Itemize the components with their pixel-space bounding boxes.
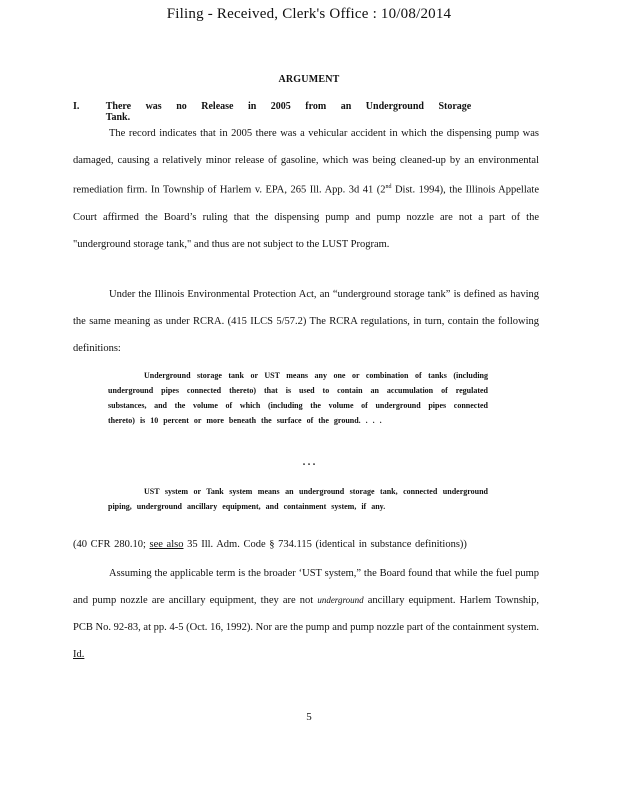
id-citation: Id. (73, 649, 85, 660)
citation-suffix: 35 Ill. Adm. Code § 734.115 (identical in substance definitions)) (183, 539, 467, 550)
ordinal-superscript: nd (385, 184, 392, 190)
paragraph-definition-text: Under the Illinois Environmental Protection Act, an “underground storage tank” is defined as having the same meaning as under RCRA. (415 ILCS 5/57.2) The RCRA regulations, in turn, contain the following definitions: (73, 289, 539, 354)
block-quote-ust-system-text: UST system or Tank system means an underground storage tank, connected underground piping, underground ancillary equipment, and containment system, if any. (108, 487, 488, 511)
paragraph-record-text: The record indicates that in 2005 there was a vehicular accident in which the dispensing pump was damaged, causing a relatively minor release of gasoline, which was being cleaned-up by an environmental remediation firm. In Township of Harlem v. EPA, 265 Ill. App. 3d 41 (2 (73, 128, 539, 196)
block-quote-ust (108, 368, 488, 428)
argument-heading: ARGUMENT (278, 74, 340, 85)
paragraph-assuming-part2: ancillary equipment. Harlem Township, PCB No. 92-83, at pp. 4-5 (Oct. 16, 1992). Nor are the pump and pump nozzle part of the containment system. (73, 595, 539, 633)
quote-ellipsis: . . . (302, 457, 316, 468)
paragraph-record (73, 120, 539, 258)
block-quote-ust-text: Underground storage tank or UST means any one or combination of tanks (including underground pipes connected thereto) that is used to contain an accumulation of regulated substances, and the volume of which (including the volume of underground pipes connected thereto) is 10 percent or more beneath the surface of the ground. . . . (108, 371, 488, 425)
section-number: I. (73, 101, 80, 112)
page-number: 5 (306, 711, 312, 723)
citation-line (73, 538, 543, 552)
paragraph-assuming-italic: underground (317, 595, 364, 605)
paragraph-assuming-part1: Assuming the applicable term is the broader ‘UST system,” the Board found that while the fuel pump and pump nozzle are ancillary equipment, they are not (73, 568, 539, 606)
section-title-text: There was no Release in 2005 from an Underground Storage Tank. (105, 101, 472, 123)
filing-stamp-header: Filing - Received, Clerk's Office : 10/08/2014 (166, 6, 452, 22)
block-quote-ust-system (108, 484, 488, 514)
paragraph-assuming (73, 560, 539, 668)
citation-prefix: (40 CFR 280.10; (73, 539, 150, 550)
paragraph-record-text-cont: Dist. 1994), the Illinois Appellate Court affirmed the Board’s ruling that the dispensing pump and pump nozzle are not a part of the "underground storage tank," and thus are not subject to the LUST Program. (73, 184, 539, 250)
citation-see-also: see also (149, 539, 184, 550)
paragraph-definition (73, 281, 539, 362)
